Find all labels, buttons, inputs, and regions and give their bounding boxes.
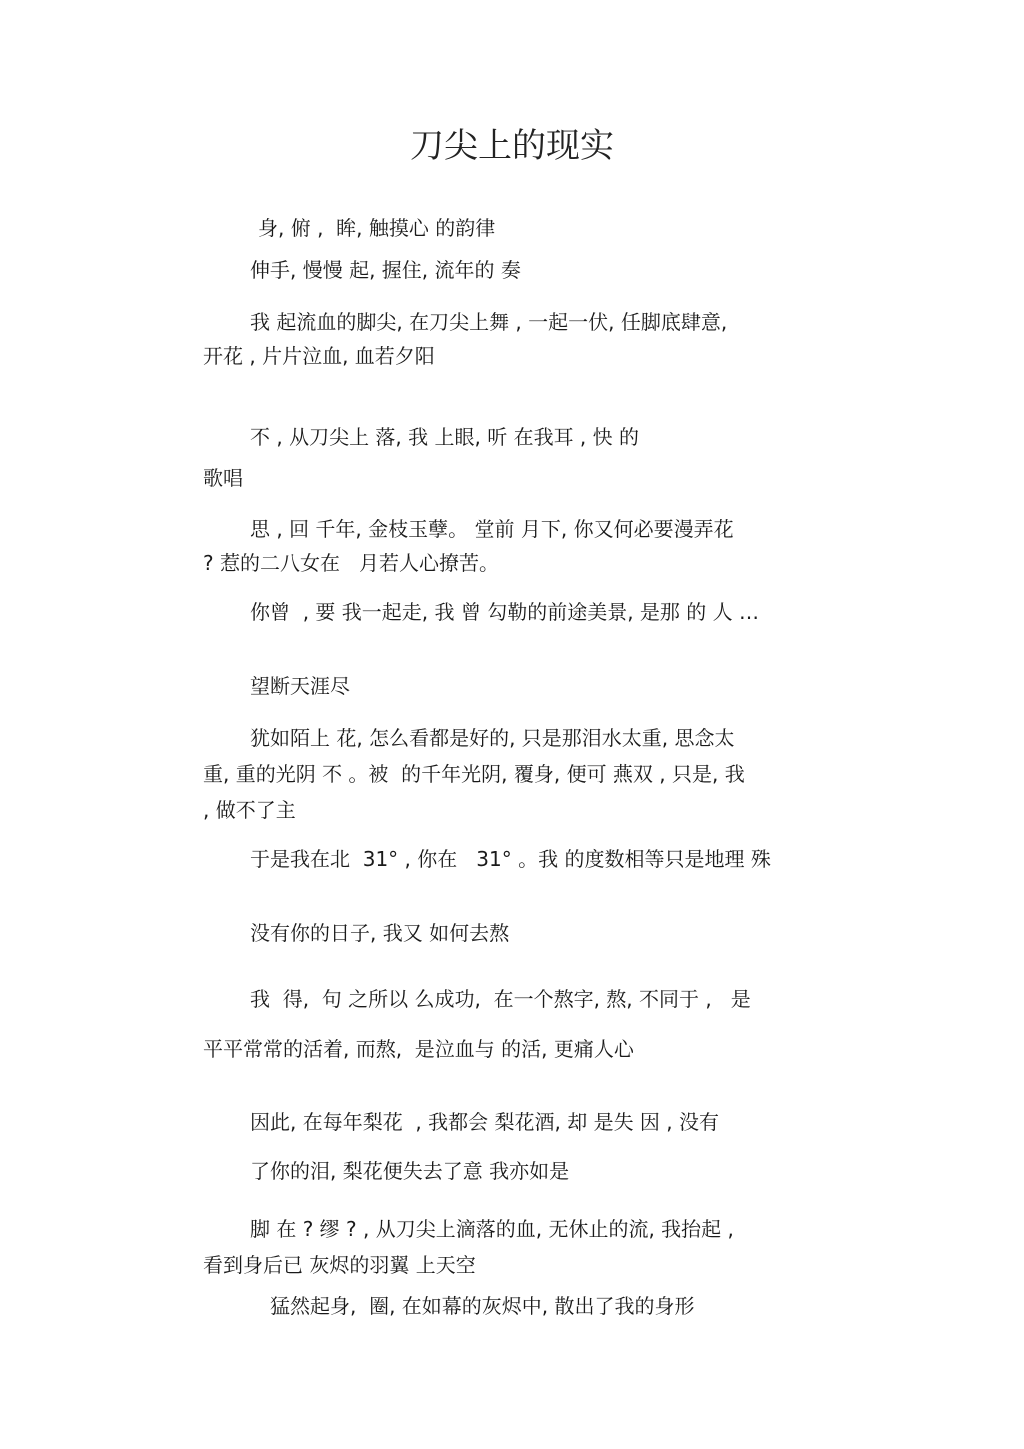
text-line: 了你的泪, 梨花便失去了意 我亦如是 (250, 1159, 570, 1183)
text-line: 我 得, 句 之所以 么成功, 在一个熬字, 熬, 不同于 , 是 (250, 987, 751, 1011)
text-line: 脚 在 ? 缪 ? , 从刀尖上滴落的血, 无休止的流, 我抬起 , (250, 1217, 734, 1241)
text-line: 犹如陌上 花, 怎么看都是好的, 只是那泪水太重, 思念太 (250, 726, 735, 750)
text-line: 歌唱 (203, 466, 243, 490)
text-line: 不 , 从刀尖上 落, 我 上眼, 听 在我耳 , 快 的 (250, 425, 640, 449)
text-line: 我 起流血的脚尖, 在刀尖上舞 , 一起一伏, 任脚底肆意, (250, 310, 728, 334)
text-line: 思 , 回 千年, 金枝玉孽。 堂前 月下, 你又何必要漫弄花 (250, 517, 734, 541)
text-line: 没有你的日子, 我又 如何去熬 (250, 921, 510, 945)
text-line: 重, 重的光阴 不 。被 的千年光阴, 覆身, 便可 燕双 , 只是, 我 (203, 762, 745, 786)
text-line: 于是我在北 31° , 你在 31° 。我 的度数相等只是地理 殊 (250, 847, 771, 871)
text-line: 猛然起身, 圈, 在如幕的灰烬中, 散出了我的身形 (270, 1294, 695, 1318)
text-line: ? 惹的二八女在 月若人心撩苦。 (203, 551, 500, 575)
text-line: 身, 俯 , 眸, 触摸心 的韵律 (258, 216, 496, 240)
text-line: 你曾 , 要 我一起走, 我 曾 勾勒的前途美景, 是那 的 人 … (250, 600, 760, 624)
text-line: 平平常常的活着, 而熬, 是泣血与 的活, 更痛人心 (203, 1037, 634, 1061)
document-title: 刀尖上的现实 (410, 126, 614, 166)
text-line: 因此, 在每年梨花 , 我都会 梨花酒, 却 是失 因 , 没有 (250, 1110, 720, 1134)
text-line: 伸手, 慢慢 起, 握住, 流年的 奏 (250, 258, 521, 282)
text-line: 开花 , 片片泣血, 血若夕阳 (203, 344, 435, 368)
text-line: 看到身后已 灰烬的羽翼 上天空 (203, 1253, 476, 1277)
text-line: , 做不了主 (203, 798, 296, 822)
text-line: 望断天涯尽 (250, 674, 350, 698)
